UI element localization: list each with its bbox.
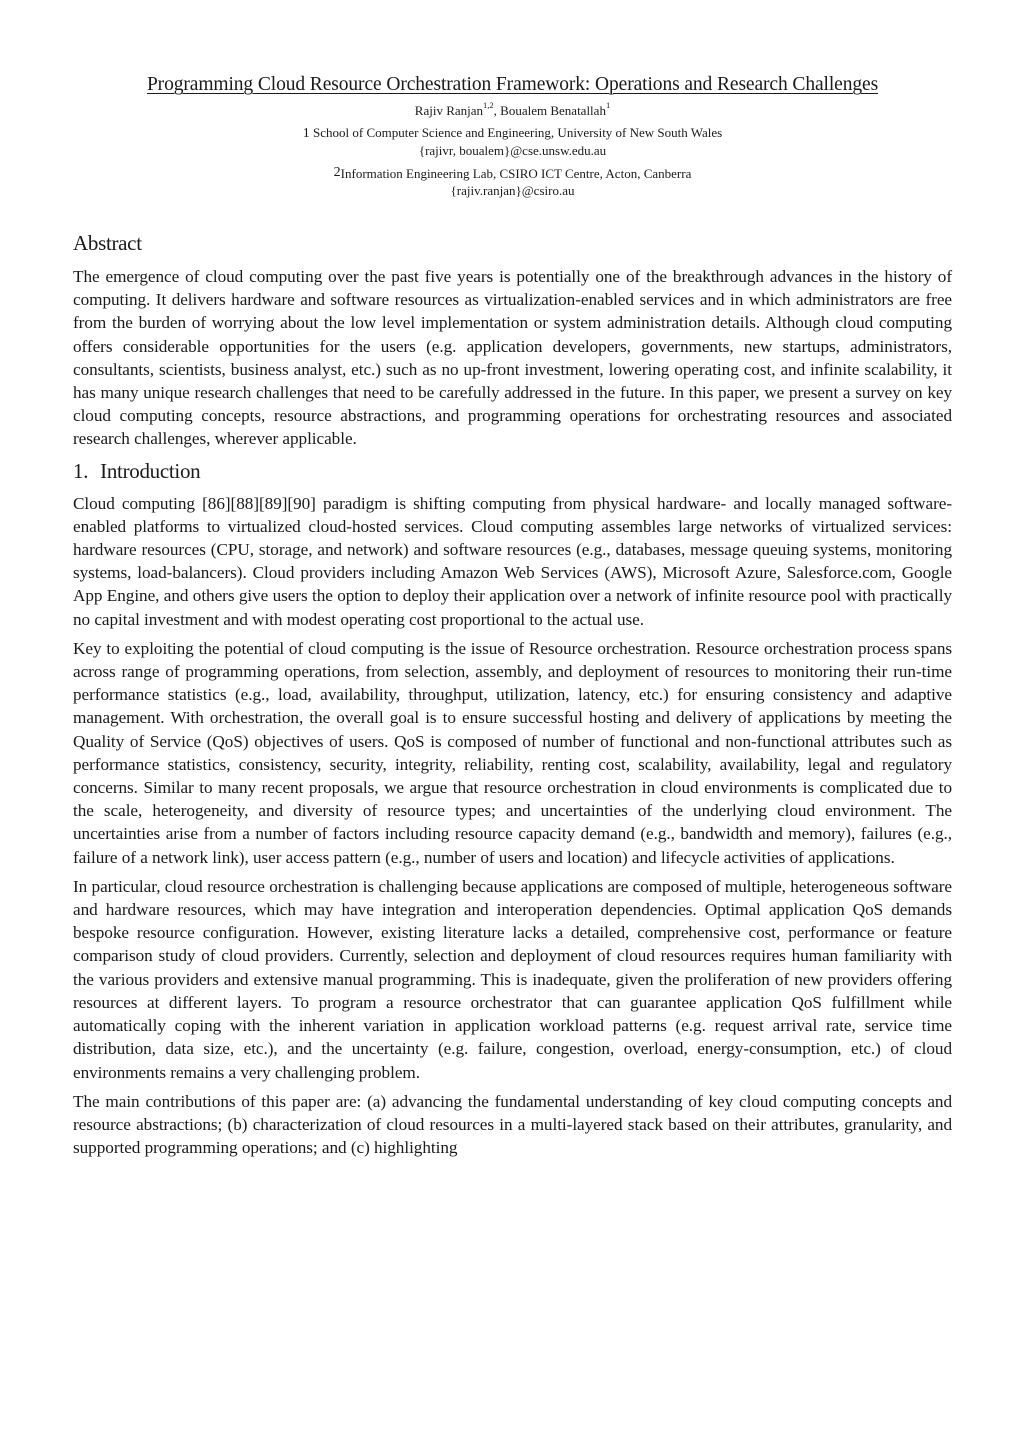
affiliation-2 <box>73 164 952 199</box>
affiliation-number: 1 <box>302 126 310 141</box>
affiliation-email: {rajiv.ranjan}@csiro.au <box>450 183 575 198</box>
author-superscript: 1,2 <box>483 100 494 110</box>
body-paragraph: The main contributions of this paper are: (a) advancing the fundamental understanding of key cloud computing concepts and resource abstractions; (b) characterization of cloud resources in a multi-layered stack based on their attributes, granularity, and supported programming operations; and (c) highlighting <box>73 1091 952 1158</box>
paper-page <box>73 72 952 1159</box>
affiliation-number: 2 <box>333 165 341 180</box>
author-name: Rajiv Ranjan <box>414 103 484 118</box>
author-line <box>73 102 952 120</box>
affiliation-name: Information Engineering Lab, CSIRO ICT Centre, Acton, Canberra <box>340 166 692 181</box>
author-separator: , <box>493 103 501 118</box>
author-name: Boualem Benatallah <box>500 103 606 118</box>
author-superscript: 1 <box>605 100 611 110</box>
section-title: Introduction <box>100 458 201 483</box>
affiliation-1 <box>73 124 952 159</box>
section-number: 1. <box>73 458 89 483</box>
affiliation-name: School of Computer Science and Engineering, University of New South Wales <box>309 125 723 140</box>
body-paragraph: In particular, cloud resource orchestration is challenging because applications are composed of multiple, heterogeneous software and hardware resources, which may have integration and interoperation dependencies. Optimal application QoS demands bespoke resource configuration. However, existing literature lacks a detailed, comprehensive cost, performance or feature comparison study of cloud providers. Currently, selection and deployment of cloud resources requires human familiarity with the various providers and extensive manual programming. This is inadequate, given the proliferation of new providers offering resources at different layers. To program a resource orchestrator that can guarantee application QoS fulfillment while automatically coping with the inherent variation in application workload patterns (e.g. request arrival rate, service time distribution, data size, etc.), and the uncertainty (e.g. failure, congestion, overload, energy-consumption, etc.) of cloud environments remains a very challenging problem. <box>73 876 952 1082</box>
paper-title: Programming Cloud Resource Orchestration Framework: Operations and Research Challenges <box>146 74 879 95</box>
abstract-heading: Abstract <box>73 231 142 255</box>
body-paragraph: Cloud computing [86][88][89][90] paradigm is shifting computing from physical hardware- and locally managed software-enabled platforms to virtualized cloud-hosted services. Cloud computing assembles large networks of virtualized services: hardware resources (CPU, storage, and network) and software resources (e.g., databases, message queuing systems, monitoring systems, load-balancers). Cloud providers including Amazon Web Services (AWS), Microsoft Azure, Salesforce.com, Google App Engine, and others give users the option to deploy their application over a network of infinite resource pool with practically no capital investment and with modest operating cost proportional to the actual use. <box>73 493 952 629</box>
introduction-heading <box>73 457 952 485</box>
affiliation-email: {rajivr, boualem}@cse.unsw.edu.au <box>418 143 607 158</box>
abstract-paragraph: The emergence of cloud computing over the past five years is potentially one of the breakthrough advances in the history of computing. It delivers hardware and software resources as virtualization-enabled services and in which administrators are free from the burden of worrying about the low level implementation or system administration details. Although cloud computing offers considerable opportunities for the users (e.g. application developers, governments, new startups, administrators, consultants, scientists, business analyst, etc.) such as no up-front investment, lowering operating cost, and infinite scalability, it has many unique research challenges that need to be carefully addressed in the future. In this paper, we present a survey on key cloud computing concepts, resource abstractions, and programming operations for orchestrating resources and associated research challenges, wherever applicable. <box>73 267 952 449</box>
body-paragraph: Key to exploiting the potential of cloud computing is the issue of Resource orchestration. Resource orchestration process spans across range of programming operations, from selection, assembly, and deployment of resources to monitoring their run-time performance statistics (e.g., load, availability, throughput, utilization, latency, etc.) for ensuring consistency and adaptive management. With orchestration, the overall goal is to ensure successful hosting and delivery of applications by meeting the Quality of Service (QoS) objectives of users. QoS is composed of number of functional and non-functional attributes such as performance statistics, consistency, security, integrity, reliability, renting cost, scalability, availability, legal and regulatory concerns. Similar to many recent proposals, we argue that resource orchestration in cloud environments is complicated due to the scale, heterogeneity, and diversity of resource types; and uncertainties of the underlying cloud environment. The uncertainties arise from a number of factors including resource capacity demand (e.g., bandwidth and memory), failures (e.g., failure of a network link), user access pattern (e.g., number of users and location) and lifecycle activities of applications. <box>73 638 952 867</box>
